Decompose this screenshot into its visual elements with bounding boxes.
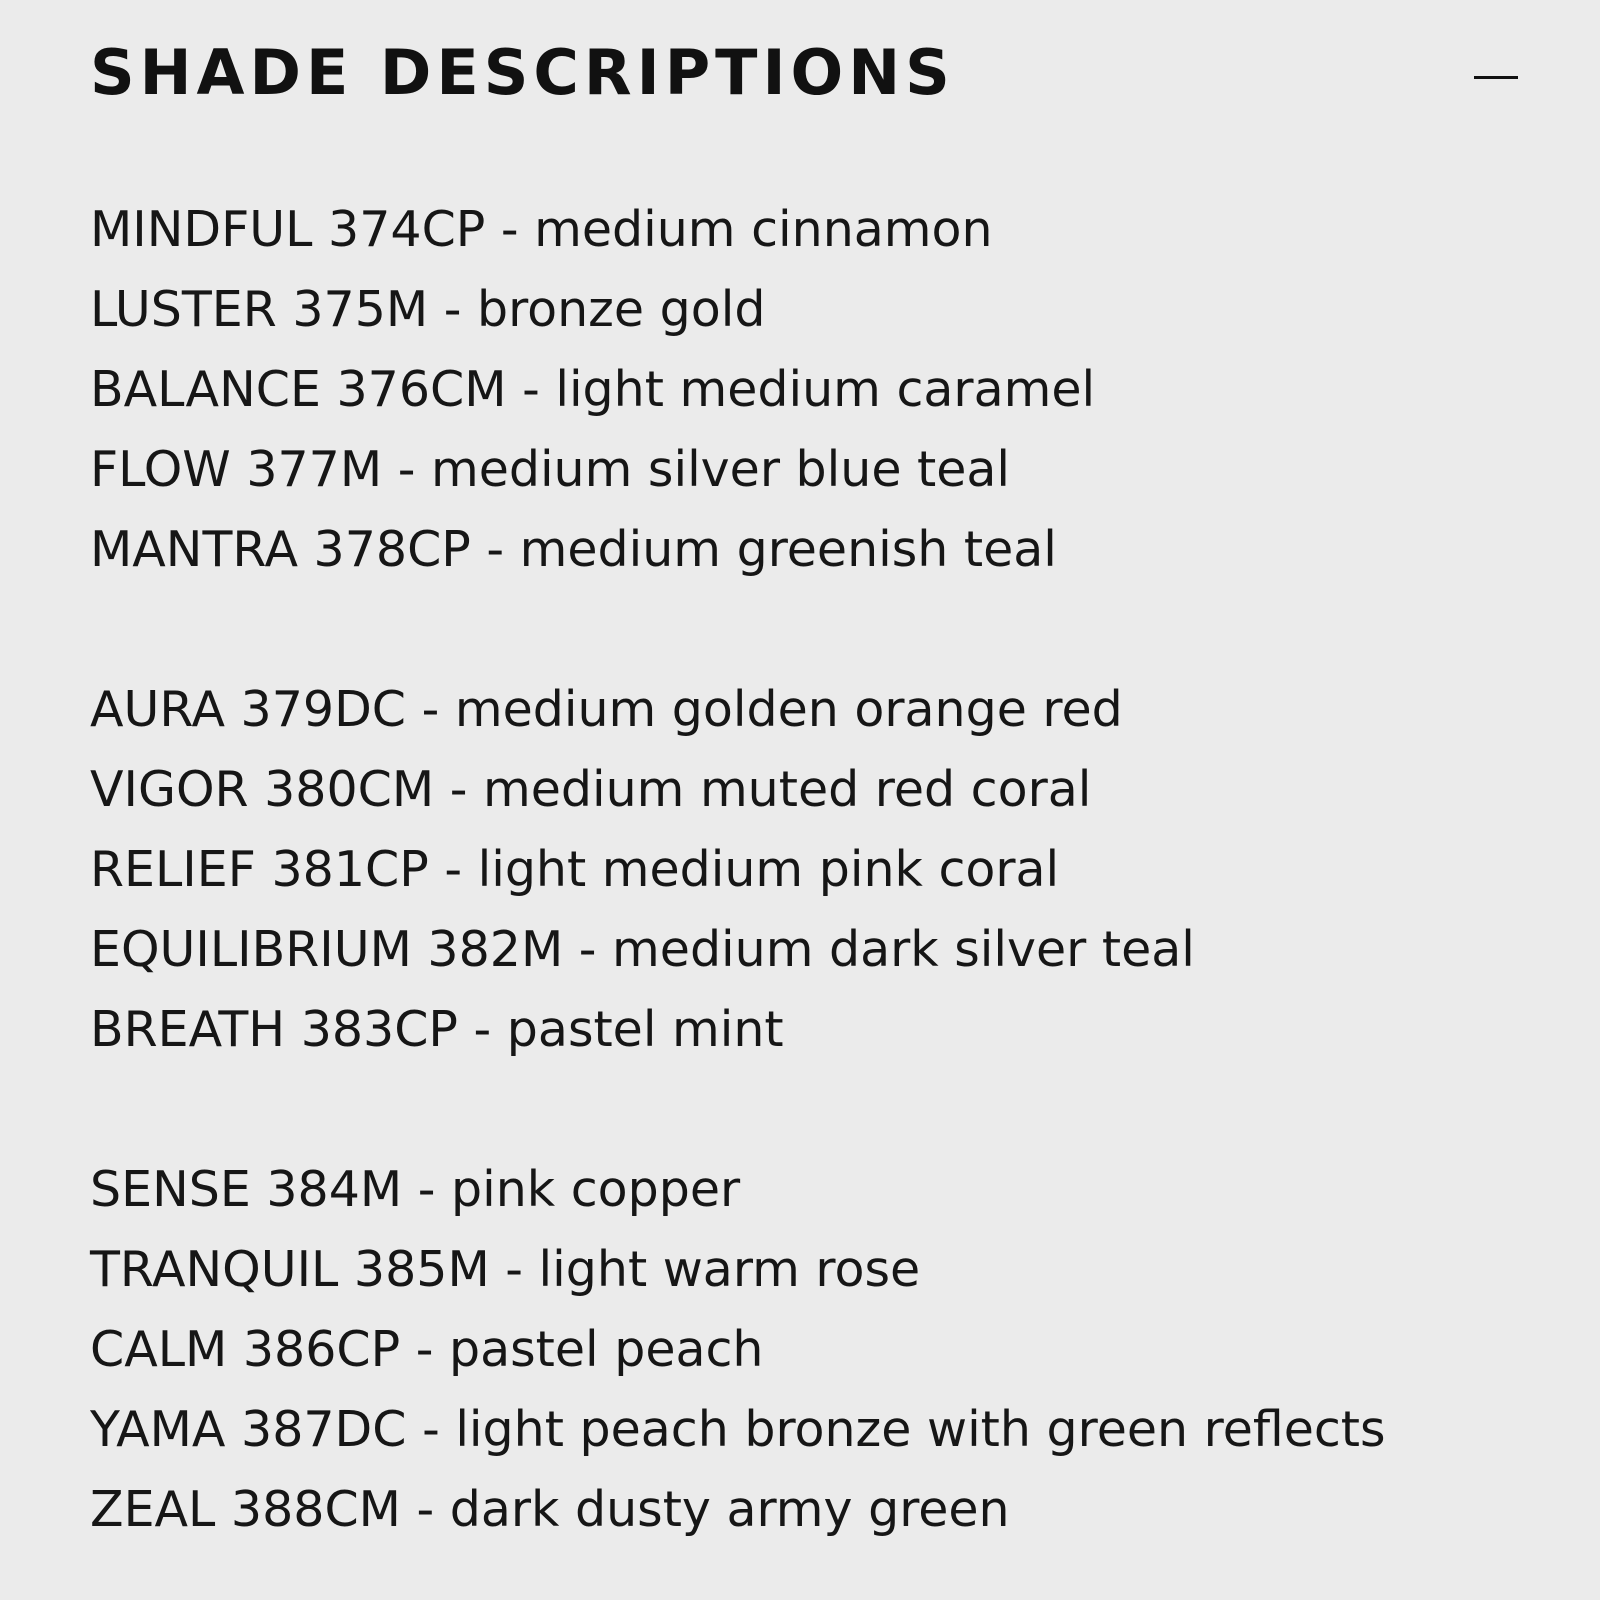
collapse-button[interactable] [1472,50,1520,98]
shade-item: LUSTER 375M - bronze gold [90,281,766,338]
shade-item: FLOW 377M - medium silver blue teal [90,441,1011,498]
shade-list [90,190,1550,1550]
shade-group-1 [90,190,1550,590]
shade-item: YAMA 387DC - light peach bronze with green reflects [90,1401,1386,1458]
shade-item: CALM 386CP - pastel peach [90,1321,764,1378]
shade-item: BREATH 383CP - pastel mint [90,1001,784,1058]
shade-item: BALANCE 376CM - light medium caramel [90,361,1096,418]
shade-item: VIGOR 380CM - medium muted red coral [90,761,1092,818]
shade-item: MINDFUL 374CP - medium cinnamon [90,201,993,258]
shade-item: EQUILIBRIUM 382M - medium dark silver teal [90,921,1195,978]
shade-item: RELIEF 381CP - light medium pink coral [90,841,1060,898]
section-title: SHADE DESCRIPTIONS [90,36,955,109]
shade-item: MANTRA 378CP - medium greenish teal [90,521,1057,578]
shade-item: SENSE 384M - pink copper [90,1161,741,1218]
shade-item: TRANQUIL 385M - light warm rose [90,1241,921,1298]
minus-icon [1474,76,1518,79]
shade-item: ZEAL 388CM - dark dusty army green [90,1481,1010,1538]
section-header[interactable] [90,38,1520,108]
shade-item: AURA 379DC - medium golden orange red [90,681,1123,738]
shade-group-2 [90,670,1550,1070]
shade-group-3 [90,1150,1550,1550]
